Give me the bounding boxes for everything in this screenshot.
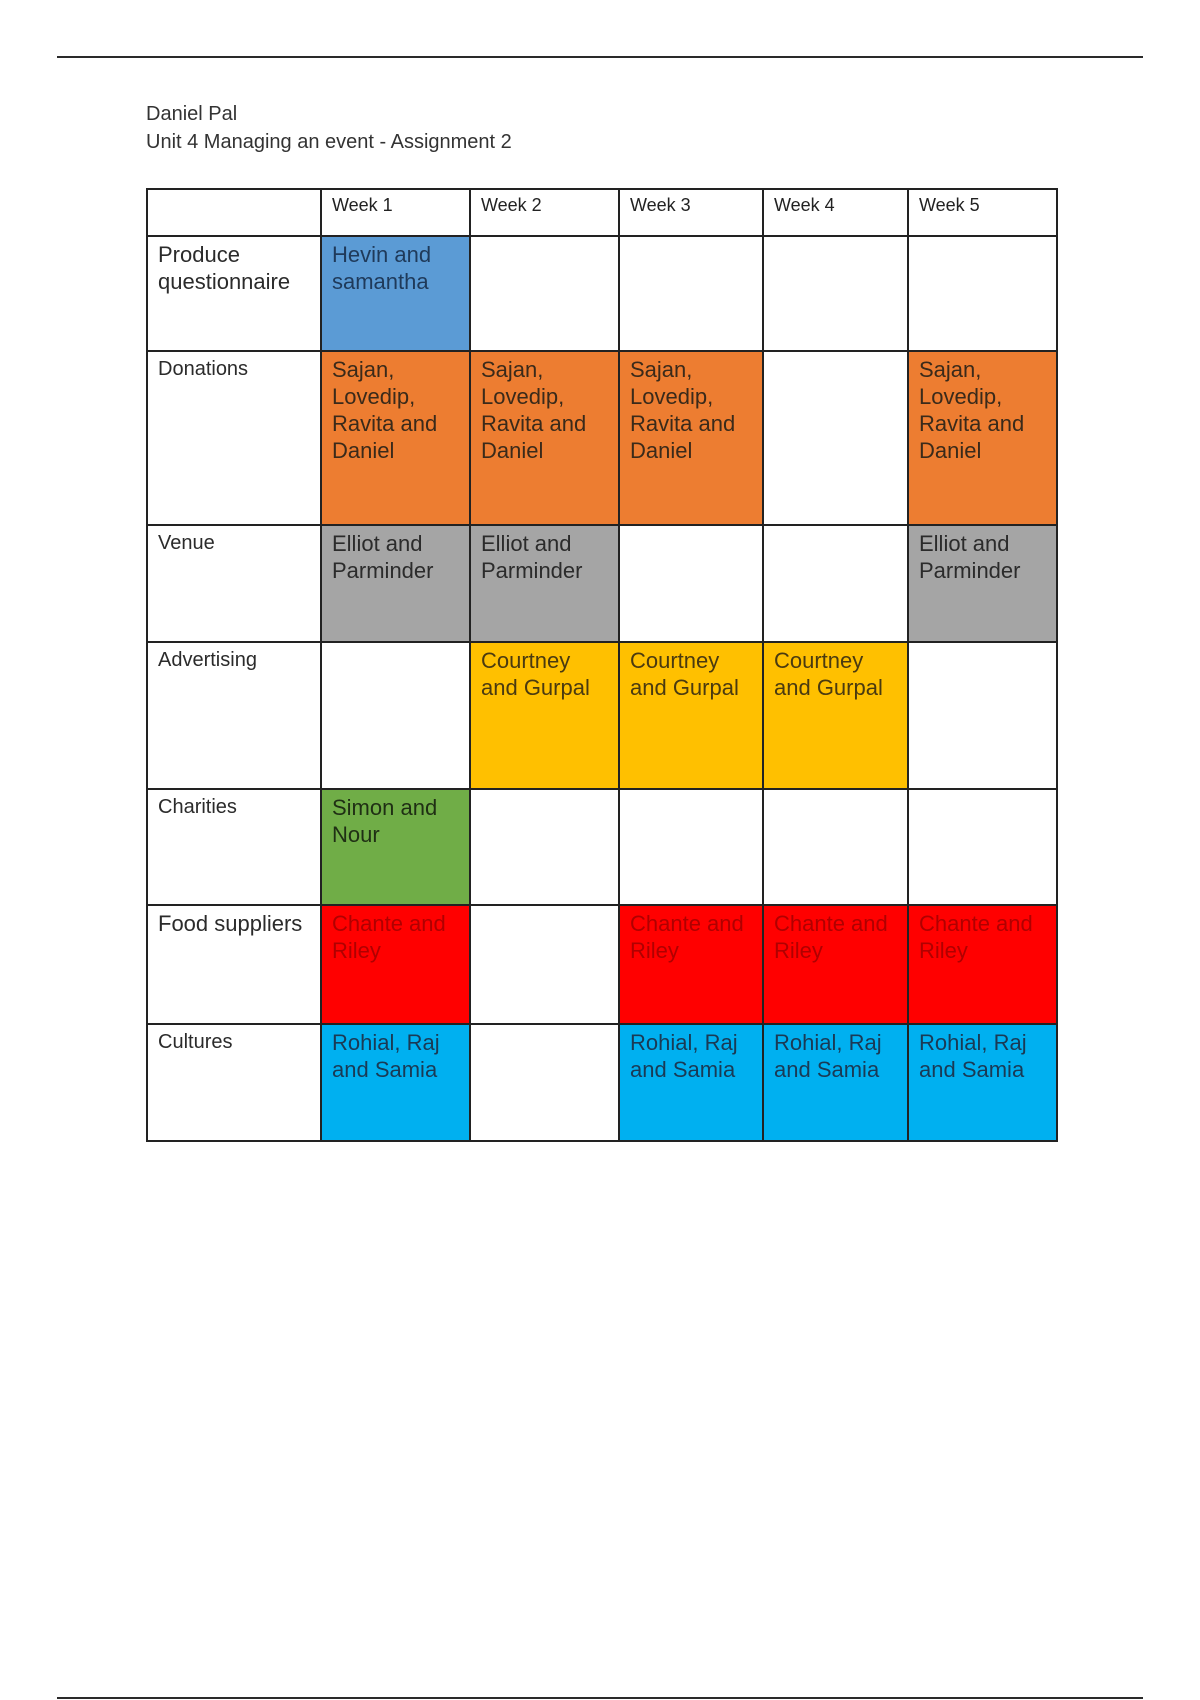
top-rule	[57, 56, 1143, 58]
column-header-week-3: Week 3	[619, 189, 763, 236]
task-label: Charities	[147, 789, 321, 905]
schedule-cell	[321, 789, 470, 905]
schedule-cell	[321, 525, 470, 642]
column-header-week-5: Week 5	[908, 189, 1057, 236]
assignee-names: Elliot and Parminder	[332, 531, 434, 583]
schedule-cell	[763, 351, 908, 525]
schedule-cell	[619, 525, 763, 642]
table-row	[147, 525, 1057, 642]
assignee-names: Chante and Riley	[919, 911, 1033, 963]
task-label: Donations	[147, 351, 321, 525]
schedule-cell	[619, 351, 763, 525]
schedule-cell	[763, 236, 908, 351]
assignee-names: Sajan, Lovedip, Ravita and Daniel	[630, 357, 736, 463]
assignee-names: Courtney and Gurpal	[481, 648, 590, 700]
schedule-cell	[321, 236, 470, 351]
bottom-rule	[57, 1697, 1143, 1699]
schedule-cell	[619, 1024, 763, 1141]
assignee-names: Courtney and Gurpal	[630, 648, 739, 700]
assignee-names: Chante and Riley	[630, 911, 744, 963]
schedule-cell	[321, 1024, 470, 1141]
schedule-cell	[321, 642, 470, 789]
table-row	[147, 905, 1057, 1024]
task-label: Produce questionnaire	[147, 236, 321, 351]
schedule-cell	[619, 236, 763, 351]
assignee-names: Sajan, Lovedip, Ravita and Daniel	[332, 357, 438, 463]
assignee-names: Rohial, Raj and Samia	[332, 1030, 440, 1082]
assignee-names: Elliot and Parminder	[919, 531, 1021, 583]
schedule-cell	[763, 642, 908, 789]
assignee-names: Rohial, Raj and Samia	[630, 1030, 738, 1082]
schedule-cell	[908, 642, 1057, 789]
schedule-cell	[619, 642, 763, 789]
assignment-title: Unit 4 Managing an event - Assignment 2	[146, 131, 512, 153]
table-row	[147, 789, 1057, 905]
schedule-cell	[763, 905, 908, 1024]
schedule-cell	[619, 905, 763, 1024]
column-header-week-4: Week 4	[763, 189, 908, 236]
task-label: Cultures	[147, 1024, 321, 1141]
assignee-names: Rohial, Raj and Samia	[774, 1030, 882, 1082]
column-header-week-1: Week 1	[321, 189, 470, 236]
schedule-cell	[763, 789, 908, 905]
document-header	[146, 100, 512, 156]
table-row	[147, 351, 1057, 525]
table-row	[147, 236, 1057, 351]
schedule-cell	[908, 905, 1057, 1024]
assignee-names: Simon and Nour	[332, 795, 438, 847]
corner-cell	[147, 189, 321, 236]
schedule-cell	[619, 789, 763, 905]
schedule-table	[146, 188, 1058, 1142]
schedule-cell	[763, 1024, 908, 1141]
assignee-names: Courtney and Gurpal	[774, 648, 883, 700]
assignee-names: Chante and Riley	[332, 911, 446, 963]
task-label: Advertising	[147, 642, 321, 789]
assignee-names: Hevin and samantha	[332, 242, 432, 294]
schedule-cell	[908, 236, 1057, 351]
schedule-cell	[470, 642, 619, 789]
assignee-names: Sajan, Lovedip, Ravita and Daniel	[481, 357, 587, 463]
assignee-names: Sajan, Lovedip, Ravita and Daniel	[919, 357, 1025, 463]
table-row	[147, 1024, 1057, 1141]
table-header-row	[147, 189, 1057, 236]
assignee-names: Rohial, Raj and Samia	[919, 1030, 1027, 1082]
schedule-cell	[470, 525, 619, 642]
author-name: Daniel Pal	[146, 103, 238, 125]
table-row	[147, 642, 1057, 789]
column-header-week-2: Week 2	[470, 189, 619, 236]
schedule-cell	[908, 789, 1057, 905]
schedule-cell	[470, 789, 619, 905]
schedule-cell	[321, 905, 470, 1024]
assignee-names: Chante and Riley	[774, 911, 888, 963]
assignee-names: Elliot and Parminder	[481, 531, 583, 583]
schedule-cell	[908, 351, 1057, 525]
schedule-cell	[470, 905, 619, 1024]
schedule-cell	[321, 351, 470, 525]
schedule-cell	[908, 1024, 1057, 1141]
schedule-cell	[908, 525, 1057, 642]
schedule-cell	[763, 525, 908, 642]
schedule-cell	[470, 1024, 619, 1141]
schedule-cell	[470, 236, 619, 351]
task-label: Food suppliers	[147, 905, 321, 1024]
task-label: Venue	[147, 525, 321, 642]
schedule-cell	[470, 351, 619, 525]
